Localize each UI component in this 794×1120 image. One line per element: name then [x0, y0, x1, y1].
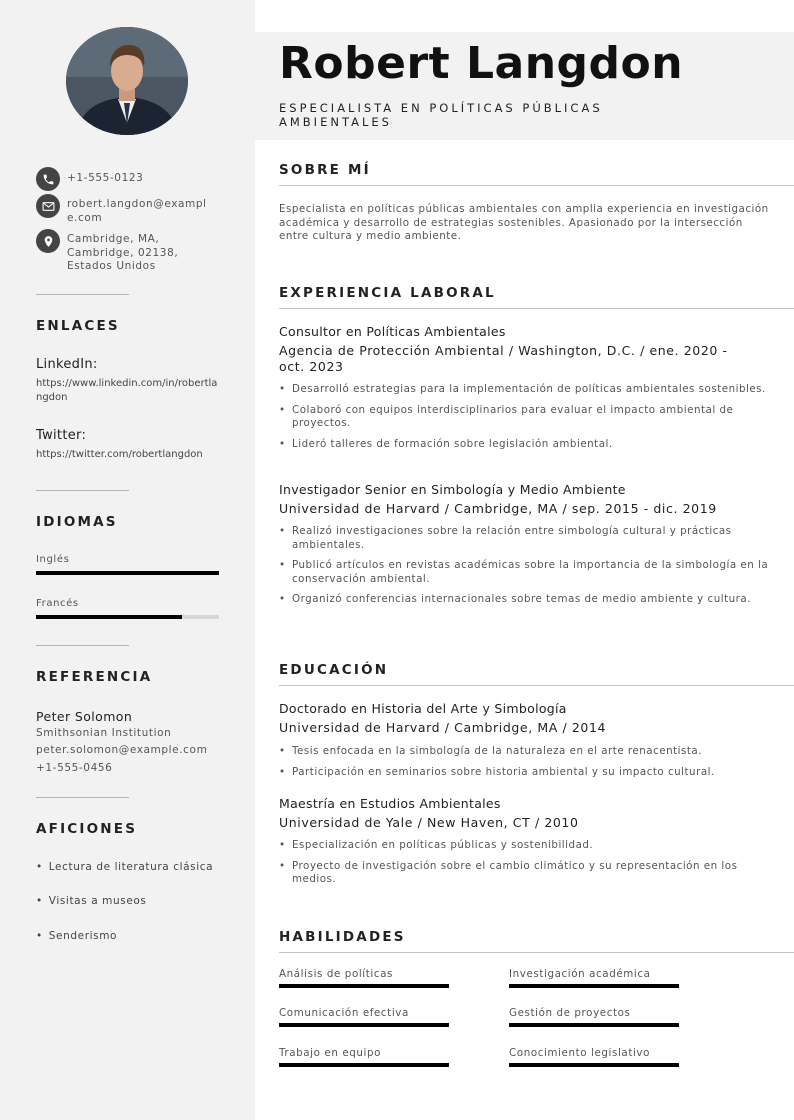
list-item: • Proyecto de investigación sobre el cambio climático y su representación en los medios.: [279, 859, 738, 885]
twitter-link[interactable]: https://twitter.com/robertlangdon: [36, 449, 203, 460]
phone-text: +1-555-0123: [67, 172, 144, 184]
sidebar: [0, 0, 255, 1120]
skill-level-bar: [279, 1063, 449, 1067]
linkedin-link[interactable]: https://www.linkedin.com/in/robertlangdon: [36, 378, 218, 403]
language-label: Inglés: [36, 554, 70, 565]
list-item: • Publicó artículos en revistas académicas sobre la importancia de la simbología en la conservación ambiental.: [279, 559, 769, 585]
main-content: [255, 0, 794, 1120]
degree-bullet-list: [279, 745, 774, 786]
hobby-item: • Senderismo: [36, 930, 118, 942]
email-text[interactable]: robert.langdon@example.com: [67, 198, 207, 224]
section-rule: [279, 308, 794, 309]
avatar-portrait-image: [66, 27, 188, 135]
skill-label: Comunicación efectiva: [279, 1007, 409, 1019]
list-item: • Organizó conferencias internacionales sobre temas de medio ambiente y cultura.: [279, 593, 751, 605]
skill-label: Conocimiento legislativo: [509, 1047, 651, 1059]
hobbies-heading: AFICIONES: [36, 821, 138, 837]
skill-item: [279, 1007, 449, 1027]
avatar: [66, 27, 188, 135]
skill-level-bar: [509, 1063, 679, 1067]
skill-level-bar: [509, 984, 679, 988]
reference-name: Peter Solomon: [36, 709, 133, 724]
languages-heading: IDIOMAS: [36, 514, 118, 530]
about-heading: SOBRE MÍ: [279, 162, 371, 178]
candidate-title: ESPECIALISTA EN POLÍTICAS PÚBLICAS AMBIENTALES: [279, 101, 603, 129]
job-bullet-list: [279, 383, 774, 458]
language-level-bar: [36, 571, 219, 575]
divider: [36, 490, 129, 491]
skill-item: [279, 968, 449, 988]
degree-institution: Universidad de Yale / New Haven, CT / 2010: [279, 815, 579, 830]
skill-level-bar: [279, 984, 449, 988]
links-heading: ENLACES: [36, 318, 120, 334]
skill-item: [279, 1047, 449, 1067]
phone-icon: [36, 167, 60, 191]
job-title: Consultor en Políticas Ambientales: [279, 324, 506, 339]
job-organization: Agencia de Protección Ambiental / Washington, D.C. / ene. 2020 - oct. 2023: [279, 343, 728, 374]
skill-level-bar: [279, 1023, 449, 1027]
reference-email[interactable]: peter.solomon@example.com: [36, 744, 208, 756]
list-item: • Colaboró con equipos interdisciplinarios para evaluar el impacto ambiental de proyectos.: [279, 403, 734, 429]
job-title: Investigador Senior en Simbología y Medio Ambiente: [279, 482, 626, 497]
language-level-bar: [36, 615, 219, 619]
degree-bullet-list: [279, 839, 774, 894]
section-rule: [279, 952, 794, 953]
hobby-item: • Visitas a museos: [36, 895, 147, 907]
hobby-item: • Lectura de literatura clásica: [36, 861, 214, 873]
skill-label: Gestión de proyectos: [509, 1007, 631, 1019]
job-bullet-list: [279, 525, 774, 614]
skills-heading: HABILIDADES: [279, 929, 406, 945]
education-heading: EDUCACIÓN: [279, 662, 389, 678]
location-pin-icon: [36, 229, 60, 253]
language-level-fill: [36, 571, 219, 575]
list-item: • Tesis enfocada en la simbología de la naturaleza en el arte renacentista.: [279, 745, 703, 757]
skill-label: Investigación académica: [509, 968, 651, 980]
list-item: • Especialización en políticas públicas y sostenibilidad.: [279, 839, 594, 851]
reference-org: Smithsonian Institution: [36, 727, 172, 739]
contact-phone: [36, 167, 217, 191]
divider: [36, 645, 129, 646]
experience-heading: EXPERIENCIA LABORAL: [279, 285, 496, 301]
address-text: Cambridge, MA, Cambridge, 02138, Estados Unidos: [67, 233, 179, 272]
skill-label: Análisis de políticas: [279, 968, 394, 980]
list-item: • Realizó investigaciones sobre la relación entre simbología cultural y prácticas ambientales.: [279, 525, 732, 551]
language-label: Francés: [36, 598, 79, 609]
candidate-name: Robert Langdon: [279, 38, 684, 89]
list-item: • Participación en seminarios sobre historia ambiental y su impacto cultural.: [279, 765, 715, 778]
reference-phone: +1-555-0456: [36, 762, 113, 774]
degree-title: Maestría en Estudios Ambientales: [279, 796, 501, 811]
contact-address: [36, 229, 182, 274]
language-level-fill: [36, 615, 182, 619]
job-organization: Universidad de Harvard / Cambridge, MA / sep. 2015 - dic. 2019: [279, 501, 717, 516]
contact-email: [36, 194, 217, 225]
twitter-label: Twitter:: [36, 428, 87, 443]
divider: [36, 797, 129, 798]
skill-item: [509, 1047, 679, 1067]
divider: [36, 294, 129, 295]
list-item: • Desarrolló estrategias para la implementación de políticas ambientales sostenibles.: [279, 383, 766, 395]
section-rule: [279, 185, 794, 186]
skill-item: [509, 1007, 679, 1027]
about-text: Especialista en políticas públicas ambientales con amplia experiencia en investigación académica y desarrollo de estrategias sostenibles. Apasionado por la intersección entre cultura y medio ambiente.: [279, 203, 769, 242]
skill-item: [509, 968, 679, 988]
skill-level-bar: [509, 1023, 679, 1027]
degree-title: Doctorado en Historia del Arte y Simbología: [279, 701, 567, 716]
linkedin-label: LinkedIn:: [36, 357, 98, 372]
section-rule: [279, 685, 794, 686]
reference-heading: REFERENCIA: [36, 669, 153, 685]
skill-label: Trabajo en equipo: [279, 1047, 382, 1059]
degree-institution: Universidad de Harvard / Cambridge, MA / 2014: [279, 720, 607, 735]
email-icon: [36, 194, 60, 218]
list-item: • Lideró talleres de formación sobre legislación ambiental.: [279, 437, 613, 450]
